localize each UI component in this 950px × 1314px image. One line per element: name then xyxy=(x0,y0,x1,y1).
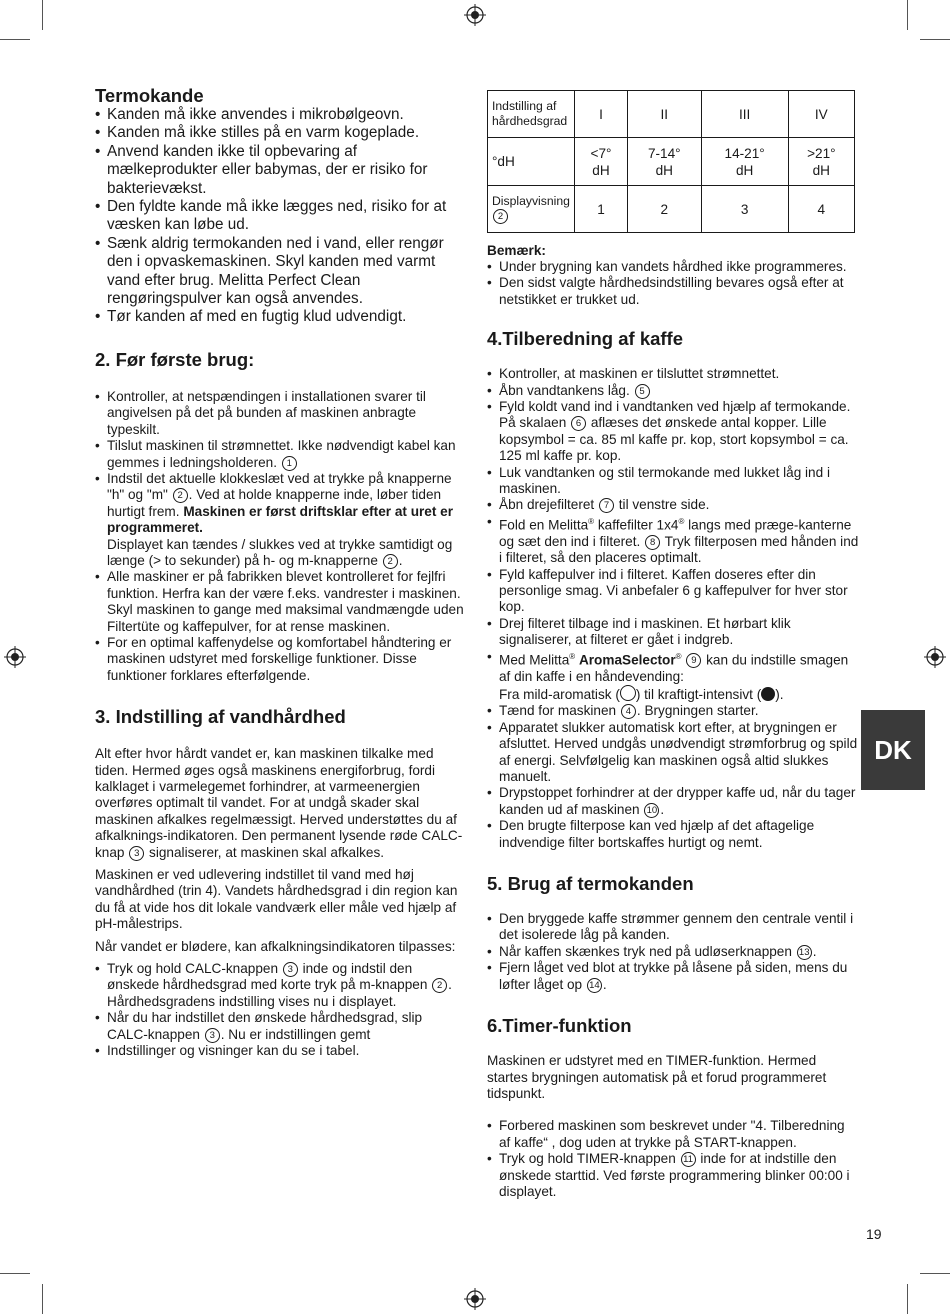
hardness-table xyxy=(487,90,855,233)
ref-number: 2 xyxy=(173,488,188,503)
list-item: • Den bryggede kaffe strømmer gennem den centrale ventil i det isolerede låg på kanden. xyxy=(487,911,859,944)
termokande-list xyxy=(95,106,465,327)
table-cell: 3 xyxy=(701,186,788,233)
table-cell: Indstilling af hårdhedsgrad xyxy=(488,91,575,138)
list-item: • Indstillinger og visninger kan du se i tabel. xyxy=(95,1043,465,1059)
paragraph: Alt efter hvor hårdt vandet er, kan maskinen tilkalke med tiden. Hermed øges også maskinens energiforbrug, fordi kalklaget i varmelegemet forhindrer, at varmeenergien overføres optimalt til vandet. For at undgå skader skal maskinen afkalkes regelmæssigt. Herved understøttes du af afkalknings-indikatoren. Den permanent lysende røde CALC-knap 3 signaliserer, at maskinen skal afkalkes. xyxy=(95,746,463,860)
list-item: • Tør kanden af med en fugtig klud udvendigt. xyxy=(95,308,465,326)
ref-number: 7 xyxy=(599,498,614,513)
ref-number: 3 xyxy=(283,962,298,977)
section-6-list xyxy=(487,1118,859,1200)
table-cell: 14-21° dH xyxy=(701,138,788,186)
table-row xyxy=(488,138,855,186)
list-item: • Når du har indstillet den ønskede hårdhedsgrad, slip CALC-knappen 3 . Nu er indstillingen gemt xyxy=(95,1010,465,1043)
list-item: • Den fyldte kande må ikke lægges ned, risiko for at væsken kan løbe ud. xyxy=(95,198,465,235)
ref-number: 9 xyxy=(686,653,701,668)
list-item: • Kanden må ikke stilles på en varm kogeplade. xyxy=(95,124,465,142)
section-3-heading: 3. Indstilling af vandhårdhed xyxy=(95,706,346,728)
crop-mark xyxy=(42,0,43,30)
list-item: • Når kaffen skænkes tryk ned på udløserknappen 13 . xyxy=(487,944,859,960)
ref-number: 13 xyxy=(797,945,812,960)
list-item: • Tænd for maskinen 4 . Brygningen starter. xyxy=(487,703,859,719)
section-3-list xyxy=(95,961,465,1059)
ref-number: 6 xyxy=(571,416,586,431)
termokande-heading: Termokande xyxy=(95,85,204,106)
crop-mark xyxy=(0,39,30,40)
list-item: • Tryk og hold TIMER-knappen 11 inde for at indstille den ønskede starttid. Ved første programmering blinker 00:00 i displayet. xyxy=(487,1151,859,1200)
language-tab: DK xyxy=(861,710,925,790)
list-item: • Den sidst valgte hårdhedsindstilling bevares også efter at netstikket er trukket ud. xyxy=(487,275,859,308)
list-item: • Drej filteret tilbage ind i maskinen. Et hørbart klik signaliserer, at filteret er gået i indgreb. xyxy=(487,616,859,649)
table-cell: Displayvisning 2 xyxy=(488,186,575,233)
crop-mark xyxy=(920,1273,950,1274)
table-cell: 7-14° dH xyxy=(627,138,701,186)
table-cell: I xyxy=(575,91,628,138)
list-item: • Under brygning kan vandets hårdhed ikke programmeres. xyxy=(487,259,859,275)
crop-mark xyxy=(0,1273,30,1274)
section-6-heading: 6.Timer-funktion xyxy=(487,1015,632,1037)
table-cell: 2 xyxy=(627,186,701,233)
section-5-list xyxy=(487,911,859,993)
crop-mark xyxy=(42,1284,43,1314)
ref-number: 3 xyxy=(205,1028,220,1043)
registration-mark-icon xyxy=(4,646,26,668)
paragraph: Maskinen er ved udlevering indstillet til vand med høj vandhårdhed (trin 4). Vandets hårdhedsgrad i din region kan du få at vide hos dit lokale vandværk eller måle ved hjælp af pH-målestrips. xyxy=(95,867,458,932)
registration-mark-icon xyxy=(464,1288,486,1310)
ref-number: 14 xyxy=(587,978,602,993)
section-2-heading: 2. Før første brug: xyxy=(95,348,255,370)
table-cell: II xyxy=(627,91,701,138)
ref-number: 10 xyxy=(644,803,659,818)
list-item: • Tryk og hold CALC-knappen 3 inde og indstil den ønskede hårdhedsgrad med korte tryk på m-knappen 2 . Hårdhedsgradens indstilling vises nu i displayet. xyxy=(95,961,465,1010)
section-4-list xyxy=(487,366,859,851)
table-cell: <7° dH xyxy=(575,138,628,186)
table-cell: 4 xyxy=(788,186,854,233)
ref-number: 2 xyxy=(383,554,398,569)
section-4-heading: 4.Tilberedning af kaffe xyxy=(487,328,684,350)
crop-mark xyxy=(920,39,950,40)
paragraph: Når vandet er blødere, kan afkalkningsindikatoren tilpasses: xyxy=(95,938,456,954)
list-item: • Med Melitta® AromaSelector® 9 kan du indstille smagen af din kaffe i en håndevending: Fra mild-aromatisk ( ) til kraftigt-intensivt ( ). xyxy=(487,649,859,704)
intensive-aroma-icon xyxy=(761,687,775,701)
list-item: • Kanden må ikke anvendes i mikrobølgeovn. xyxy=(95,106,465,124)
ref-number: 3 xyxy=(129,846,144,861)
list-item: • Fold en Melitta® kaffefilter 1x4® langs med præge-kanterne og sæt den ind i filteret. 8 Tryk filterposen med hånden ind i filteret, så den placeres optimalt. xyxy=(487,514,859,567)
ref-number: 2 xyxy=(493,209,508,224)
list-item: • Åbn vandtankens låg. 5 xyxy=(487,383,859,399)
list-item: • Alle maskiner er på fabrikken blevet kontrolleret for fejlfri funktion. Herfra kan der være f.eks. vandrester i maskinen. Skyl maskinen to gange med maksimal vandmængde uden Filtertüte og kaffepulver, for at rense maskinen. xyxy=(95,569,465,635)
list-item: • Indstil det aktuelle klokkeslæt ved at trykke på knapperne "h" og "m" 2 . Ved at holde knapperne inde, løber tiden hurtigt frem. Maskinen er først driftsklar efter at uret er programmeret. Displayet kan tændes / slukkes ved at trykke samtidigt og længe (> to sekunder) på h- og m-knapperne 2 . xyxy=(95,471,465,569)
list-item: • Drypstoppet forhindrer at der drypper kaffe ud, når du tager kanden ud af maskinen 10 . xyxy=(487,785,859,818)
section-2-list xyxy=(95,389,465,684)
page-number: 19 xyxy=(866,1226,882,1242)
table-cell: III xyxy=(701,91,788,138)
list-item: • Tilslut maskinen til strømnettet. Ikke nødvendigt kabel kan gemmes i ledningsholderen. 1 xyxy=(95,438,465,471)
table-row xyxy=(488,186,855,233)
crop-mark xyxy=(907,0,908,30)
list-item: • Anvend kanden ikke til opbevaring af mælkeprodukter eller babymas, der er risiko for bakterievækst. xyxy=(95,143,465,198)
list-item: • Apparatet slukker automatisk kort efter, at brygningen er afsluttet. Herved undgås unødvendigt strømforbrug og spild af energi. Selvfølgelig kan maskinen også altid slukkes manuelt. xyxy=(487,720,859,786)
table-cell: °dH xyxy=(488,138,575,186)
ref-number: 2 xyxy=(432,978,447,993)
table-cell: 1 xyxy=(575,186,628,233)
list-item: • Kontroller, at netspændingen i installationen svarer til angivelsen på det på bunden af maskinen anbragte typeskilt. xyxy=(95,389,465,438)
list-item: • Åbn drejefilteret 7 til venstre side. xyxy=(487,497,859,513)
registration-mark-icon xyxy=(924,646,946,668)
section-6-body xyxy=(487,1053,859,1200)
list-item: • Forbered maskinen som beskrevet under "4. Tilberedning af kaffe“ , dog uden at trykke på START-knappen. xyxy=(487,1118,859,1151)
list-item: • Sænk aldrig termokanden ned i vand, eller rengør den i opvaskemaskinen. Skyl kanden med varmt vand efter brug. Melitta Perfect Clean rengøringspulver kan også anvendes. xyxy=(95,235,465,309)
list-item: • Fyld koldt vand ind i vandtanken ved hjælp af termokande. På skalaen 6 aflæses det ønskede antal kopper. Lille kopsymbol = ca. 85 ml kaffe pr. kop, stort kopsymbol = ca. 125 ml kaffe pr. kop. xyxy=(487,399,859,465)
ref-number: 1 xyxy=(282,456,297,471)
list-item: • Luk vandtanken og stil termokande med lukket låg ind i maskinen. xyxy=(487,465,859,498)
list-item: • Fjern låget ved blot at trykke på låsene på siden, mens du løfter låget op 14 . xyxy=(487,960,859,993)
note-list xyxy=(487,259,859,308)
ref-number: 4 xyxy=(621,704,636,719)
section-5-heading: 5. Brug af termokanden xyxy=(487,873,694,895)
paragraph: Maskinen er udstyret med en TIMER-funktion. Hermed startes brygningen automatisk på et forud programmeret tidspunkt. xyxy=(487,1053,827,1101)
left-column xyxy=(95,86,465,1060)
table-cell: IV xyxy=(788,91,854,138)
list-item: • For en optimal kaffenydelse og komfortabel håndtering er maskinen udstyret med forskellige funktioner. Disse funktioner forklares efterfølgende. xyxy=(95,635,465,684)
section-3-body xyxy=(95,746,465,1059)
note-heading: Bemærk: xyxy=(487,243,546,258)
ref-number: 8 xyxy=(645,535,660,550)
mild-aroma-icon xyxy=(620,685,636,701)
table-cell: >21° dH xyxy=(788,138,854,186)
list-item: • Kontroller, at maskinen er tilsluttet strømnettet. xyxy=(487,366,859,382)
table-row xyxy=(488,91,855,138)
list-item: • Fyld kaffepulver ind i filteret. Kaffen doseres efter din personlige smag. Vi anbefaler 6 g kaffepulver for hver stor kop. xyxy=(487,567,859,616)
right-column xyxy=(487,90,859,1200)
ref-number: 5 xyxy=(635,384,650,399)
list-item: • Den brugte filterpose kan ved hjælp af det aftagelige indvendige filter bortskaffes hurtigt og nemt. xyxy=(487,818,859,851)
crop-mark xyxy=(907,1284,908,1314)
registration-mark-icon xyxy=(464,4,486,26)
ref-number: 11 xyxy=(681,1152,696,1167)
